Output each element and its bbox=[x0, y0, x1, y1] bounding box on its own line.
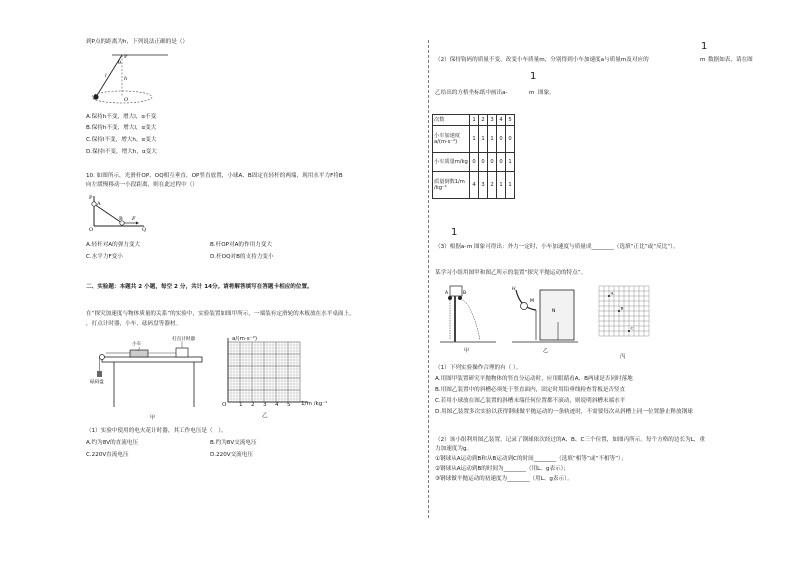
q10-option-a: A.轻杆对A的弹力变大 bbox=[86, 242, 141, 248]
grid-graph-yi bbox=[222, 336, 332, 424]
projectile-figure-yi bbox=[510, 282, 580, 352]
grid-figure-bing bbox=[598, 285, 650, 337]
table-cell: 3 bbox=[479, 172, 488, 199]
section-2-heading: 二、实验题：本题共 2 小题，每空 2 分，共计 14分。请将解答填写在答题卡相应的位置。 bbox=[86, 284, 313, 290]
label-timer: 打点计时器 bbox=[172, 337, 195, 342]
trajectory-label-a: A bbox=[610, 290, 614, 296]
frac-den-2: m bbox=[529, 90, 535, 96]
table-cell: 1 bbox=[470, 126, 479, 153]
table-cell: 0 bbox=[479, 153, 488, 172]
q2-line2-end: 图象。 bbox=[538, 90, 555, 96]
frac-num-3: 1 bbox=[451, 227, 458, 238]
exp1-line1: 在“探究加速度与物体质量的关系”的实验中，实验装置如图甲所示，一端装有定滑轮的木板放在水平桌面上， bbox=[86, 311, 355, 317]
label-p2: P bbox=[89, 195, 93, 201]
exp2-intro: 某学习小组用图甲和图乙所示的装置“探究平抛运动的特点”。 bbox=[435, 270, 587, 276]
table-header-cell: 4 bbox=[497, 115, 506, 126]
table-row-label: 质量倒数1/m /kg⁻¹ bbox=[433, 172, 470, 199]
label-f: F bbox=[132, 216, 136, 222]
q9-option-c: C.保持l不变，增大h，α变大 bbox=[86, 137, 157, 143]
q2-line1: （2）保持钩码的质量不变，改变小车质量m，分别得到小车加速度a与质量m及对应的 bbox=[435, 57, 649, 63]
table-header-cell: 2 bbox=[479, 115, 488, 126]
label-n: N bbox=[552, 309, 556, 314]
label-l: l bbox=[105, 73, 107, 79]
q3-rest: 图象可得出：外力一定时，小车加速度与质量成________（选填“正比”或“反比”）。 bbox=[474, 244, 679, 250]
exp2-p1-option-b: B.用图乙装置中的斜槽必须处于竖直面内，固定时用铅垂线检查背板是否竖直 bbox=[435, 387, 626, 393]
projectile-figure-jia bbox=[438, 282, 498, 352]
table-row-label: 小车加速度a/(m·s⁻²) bbox=[433, 126, 470, 153]
table-cell: 0 bbox=[497, 126, 506, 153]
label-o2: O bbox=[89, 227, 94, 233]
table-cell: 1 bbox=[497, 172, 506, 199]
label-b2: B bbox=[463, 291, 467, 296]
exp1-q1-option-b: B.约为8V交流电压 bbox=[210, 440, 257, 446]
exp1-q1-option-d: D.220V交流电压 bbox=[210, 452, 253, 458]
frac-num-1: 1 bbox=[701, 41, 708, 52]
label-m: M bbox=[530, 299, 534, 304]
frac-num-2: 1 bbox=[530, 71, 537, 82]
graph-xtick-5: 5 bbox=[287, 402, 291, 408]
rod-figure bbox=[88, 193, 148, 233]
label-q: Q bbox=[142, 227, 147, 233]
table-cell: 0 bbox=[470, 153, 479, 172]
label-bing: 丙 bbox=[620, 354, 626, 360]
exp1-q1-option-a: A.约为8V的直流电压 bbox=[86, 440, 139, 446]
label-yi: 乙 bbox=[262, 413, 268, 419]
label-yi2: 乙 bbox=[543, 348, 549, 354]
exp2-p1-option-c: C.若用小球放在图乙装置的斜槽末端任何位置都不滚动，则说明斜槽末端水平 bbox=[435, 398, 626, 404]
graph-ylabel: a/(m·s⁻²) bbox=[232, 336, 258, 342]
table-cell: 2 bbox=[488, 172, 497, 199]
label-b: B bbox=[119, 216, 123, 222]
label-h2: H bbox=[512, 287, 516, 292]
exp2-p1-option-d: D.用图乙装置多次实验以获得钢球做平抛运动的一条轨迹时，不需要每次从斜槽上同一位置静止释放钢球 bbox=[435, 409, 693, 415]
table-header-cell: 3 bbox=[488, 115, 497, 126]
table-header-cell: 5 bbox=[506, 115, 515, 126]
exp2-p2-line1: （2）该小组利用图乙装置，记录了钢球依次经过的A、B、C三个位置，如图丙所示。每个方格的边长为L，重 bbox=[435, 437, 705, 443]
q3-start: （3）根据a- bbox=[435, 244, 467, 250]
frac-den-1: m bbox=[700, 57, 706, 63]
q9-stem-end: 到P点的距离为h，下列说法正确的是（） bbox=[86, 39, 189, 45]
graph-xtick-4: 4 bbox=[275, 402, 279, 408]
table-cell: 1 bbox=[506, 172, 515, 199]
graph-xtick-1: 1 bbox=[239, 402, 243, 408]
table-row bbox=[433, 172, 515, 199]
label-plate: 砝码盘 bbox=[90, 380, 104, 385]
q10-option-d: D.杆OQ对B的支持力变小 bbox=[210, 254, 274, 260]
table-row-label: 小车质量m/kg bbox=[433, 153, 470, 172]
label-h: h bbox=[124, 76, 128, 82]
column-divider bbox=[428, 40, 429, 518]
q10-option-b: B.杆OP对A的作用力变大 bbox=[210, 242, 272, 248]
label-cart: 小车 bbox=[132, 342, 142, 347]
q9-option-b: B.保持h不变，增大l，α变大 bbox=[86, 125, 157, 131]
q10-line1: 10. 如图所示，光滑杆OP、OQ相互垂直，OP竖直放置，小球A、B固定在轻杆的两端，现用水平力F将B bbox=[86, 173, 343, 179]
exp1-line2: ，打点计时器，小车，砝码盘等器材。 bbox=[86, 321, 182, 327]
exp2-p2-item-1: ①钢球从A运动到B和从B运动到C的时间________（选填“相等”或“不相等”）； bbox=[435, 456, 627, 462]
table-cell: 4 bbox=[470, 172, 479, 199]
label-theta: θ bbox=[118, 60, 122, 66]
table-cell: 1 bbox=[488, 126, 497, 153]
graph-xtick-2: 2 bbox=[251, 402, 255, 408]
label-jia: 甲 bbox=[150, 415, 156, 421]
table-header-row bbox=[433, 115, 515, 126]
table-cell: 1 bbox=[479, 126, 488, 153]
exp2-p2-line2: 力加速度为g。 bbox=[435, 446, 473, 452]
data-table bbox=[432, 114, 515, 199]
trajectory-label-c: C bbox=[630, 325, 634, 331]
exp2-p1: （1）下列实验操作合理的有（ ）。 bbox=[435, 365, 522, 371]
exp1-q1-option-c: C.220V直流电压 bbox=[86, 452, 129, 458]
exp2-p2-item-2: ②钢球从A运动到B的时间为________（用L、g表示）； bbox=[435, 466, 570, 472]
table-cell: 0 bbox=[497, 153, 506, 172]
label-o: O bbox=[124, 97, 129, 103]
label-p: P bbox=[124, 54, 128, 60]
exp2-p2-item-3: ③钢球做平抛运动的初速度为________（用L、g表示）。 bbox=[435, 476, 573, 482]
exp2-p1-option-a: A.用图甲装置研究平抛物体的竖直分运动时，应用眼睛看A、B两球是否同时落地 bbox=[435, 376, 633, 382]
exp1-q1: （1）实验中使用的电火花计时器，其工作电压是（ ）。 bbox=[86, 428, 227, 434]
label-a2: A bbox=[445, 291, 449, 296]
graph-xlabel: 1/m /kg⁻¹ bbox=[301, 401, 328, 407]
q10-line2: 向左缓慢移动一小段距离，则在此过程中（） bbox=[86, 182, 198, 188]
frac-den-3: m bbox=[467, 244, 473, 250]
table-header-cell: 1 bbox=[470, 115, 479, 126]
conical-pendulum-figure bbox=[88, 50, 198, 108]
table-cell: 1 bbox=[506, 153, 515, 172]
q10-option-c: C.水平力F变小 bbox=[86, 254, 123, 260]
label-a: A bbox=[97, 201, 101, 207]
table-cell: 0 bbox=[506, 126, 515, 153]
graph-xtick-3: 3 bbox=[263, 402, 267, 408]
q2-line1-end: 数据如表，请在图 bbox=[708, 57, 753, 63]
table-row bbox=[433, 126, 515, 153]
table-header-cell: 次数 bbox=[433, 115, 470, 126]
trajectory-label-b: B bbox=[620, 305, 624, 311]
q9-option-d: D.保持l不变，增大h，α变大 bbox=[86, 149, 157, 155]
label-jia2: 甲 bbox=[464, 348, 470, 354]
table-cell: 0 bbox=[488, 153, 497, 172]
graph-xtick-o: O bbox=[222, 402, 227, 408]
table-row bbox=[433, 153, 515, 172]
q9-option-a: A.保持h不变，增大l，α不变 bbox=[86, 114, 157, 120]
apparatus-figure bbox=[90, 335, 215, 420]
q2-line2: 乙给出的方格坐标纸中画出a- bbox=[435, 90, 508, 96]
